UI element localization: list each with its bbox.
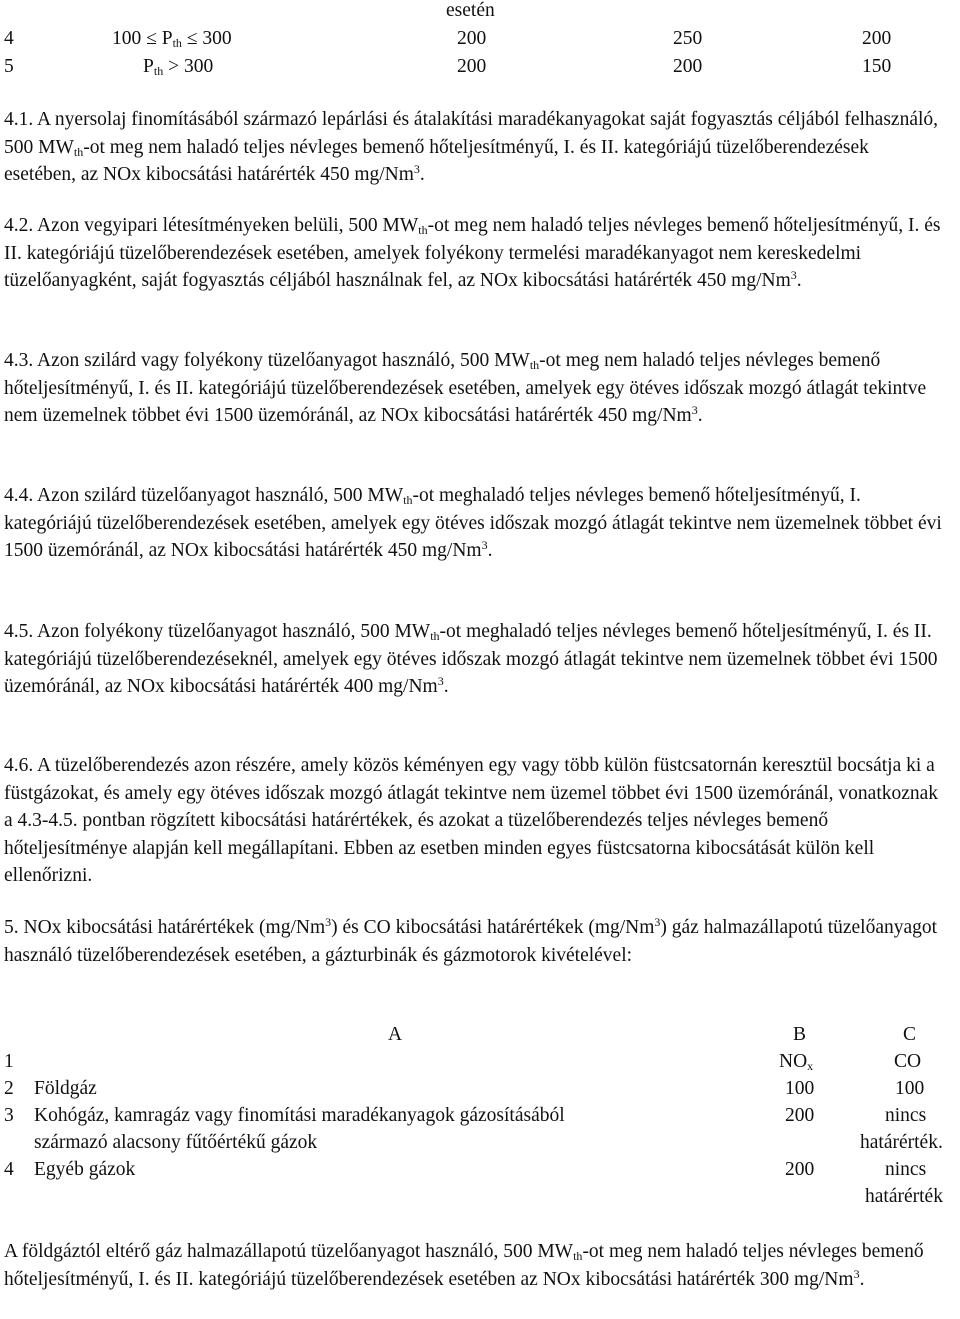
value-cell: 200 — [457, 28, 487, 49]
gas-name: Egyéb gázok — [34, 1159, 136, 1180]
column-header-b: B — [793, 1024, 807, 1045]
paragraph-4-2: 4.2. Azon vegyipari létesítményeken belüli, 500 $MW_{th}-ot$ meg nem haladó teljes névleges bemenő hőteljesítményű, I. és II. kategóriájú tüzelőberendezések esetében, amelyek folyékony termelési maradékanyagot nem kereskedelmi tüzelőanyagként, saját fogyasztás céljából használnak fel, az NOx kibocsátási határérték 450 mg/Nm$^3$. — [4, 215, 941, 291]
value-cell: 200 — [457, 56, 487, 77]
nox-value: 200 — [785, 1105, 815, 1126]
row-number: 4 — [4, 1159, 14, 1180]
paragraph-4-3: 4.3. Azon szilárd vagy folyékony tüzelőanyagot használó, 500 $MW_{th}-ot$ meg nem haladó teljes névleges bemenő hőteljesítményű, I. és II. kategóriájú tüzelőberendezések esetében, amelyek egy ötéves időszak mozgó átlagát tekintve nem üzemelnek többet évi 1500 üzemóránál, az NOx kibocsátási határérték 450 mg/Nm$^3$. — [4, 350, 927, 426]
co-value-cont: határérték — [865, 1186, 943, 1207]
paragraph-4-1: 4.1. A nyersolaj finomításából származó lepárlási és átalakítási maradékanyagokat saját fogyasztás céljából felhasználó, 500 $MW_{th}-ot$ meg nem haladó teljes névleges bemenő hőteljesítményű, I. és II. kategóriájú tüzelőberendezések esetében, az NOx kibocsátási határérték 450 mg/Nm$^3$. — [4, 109, 939, 185]
column-header-c: C — [903, 1024, 917, 1045]
row-number: 3 — [4, 1105, 14, 1126]
nox-value: 200 — [785, 1159, 815, 1180]
co-label: CO — [894, 1051, 922, 1072]
co-value: nincs — [885, 1105, 927, 1126]
co-value: 100 — [895, 1078, 925, 1099]
paragraph-4-4: 4.4. Azon szilárd tüzelőanyagot használó, 500 $MW_{th}-ot$ meghaladó teljes névleges bemenő hőteljesítményű, I. kategóriájú tüzelőberendezések esetében, amelyek egy ötéves időszak mozgó átlagát tekintve nem üzemelnek többet évi 1500 üzemóránál, az NOx kibocsátási határérték 450 mg/Nm$^3$. — [4, 485, 942, 561]
paragraph-4-5: 4.5. Azon folyékony tüzelőanyagot használó, 500 $MW_{th}-ot$ meghaladó teljes névleges bemenő hőteljesítményű, I. és II. kategóriájú tüzelőberendezéseknél, amelyek egy ötéves időszak mozgó átlagát tekintve nem üzemelnek többet évi 1500 üzemóránál, az NOx kibocsátási határérték 400 mg/Nm$^3$. — [4, 621, 938, 697]
co-value-cont: határérték. — [860, 1132, 943, 1153]
paragraph-4-6: 4.6. A tüzelőberendezés azon részére, amely közös kéményen egy vagy több külön füstcsatornán keresztül bocsátja ki a füstgázokat, és amely egy ötéves időszak mozgó átlagát tekintve nem üzemel többet évi 1500 üzemóránál, vonatkoznak a 4.3-4.5. pontban rögzített kibocsátási határértékek, és azokat a tüzelőberendezés teljes névleges bemenő hőteljesítménye alapján kell megállapítani. Ebben az esetben minden egyes füstcsatorna kibocsátását külön kell ellenőrizni. — [4, 755, 939, 886]
gas-name: Földgáz — [34, 1078, 97, 1099]
value-cell: 200 — [673, 56, 703, 77]
gas-name: Kohógáz, kamragáz vagy finomítási maradékanyagok gázosításából — [34, 1105, 565, 1126]
power-range: $100 \le P_{th} \le 300$ — [112, 28, 232, 50]
co-value: nincs — [885, 1159, 927, 1180]
paragraph-5: 5. NOx kibocsátási határértékek (mg/Nm$^3$) és CO kibocsátási határértékek (mg/Nm$^3$) gáz halmazállapotú tüzelőanyagot használó tüzelőberendezések esetében, a gázturbinák és gázmotorok kivételével: — [4, 915, 938, 966]
value-cell: 150 — [862, 56, 892, 77]
top-table-header-cell: esetén — [446, 0, 495, 21]
paragraph-last: A földgáztól eltérő gáz halmazállapotú tüzelőanyagot használó, 500 $MW_{th}-ot$ meg nem haladó teljes névleges bemenő hőteljesítményű, I. és II. kategóriájú tüzelőberendezések esetében az NOx kibocsátási határérték 300 mg/Nm$^3$. — [4, 1241, 924, 1290]
gas-name-cont: származó alacsony fűtőértékű gázok — [34, 1132, 318, 1153]
value-cell: 250 — [673, 28, 703, 49]
value-cell: 200 — [862, 28, 892, 49]
nox-value: 100 — [785, 1078, 815, 1099]
row-number: 5 — [4, 56, 14, 77]
row-number: 4 — [4, 28, 14, 49]
nox-label: $NO_x$ — [779, 1051, 814, 1073]
column-header-a: A — [388, 1024, 403, 1045]
row-number: 2 — [4, 1078, 14, 1099]
power-range: $P_{th} > 300$ — [143, 56, 214, 78]
row-number: 1 — [4, 1051, 14, 1072]
